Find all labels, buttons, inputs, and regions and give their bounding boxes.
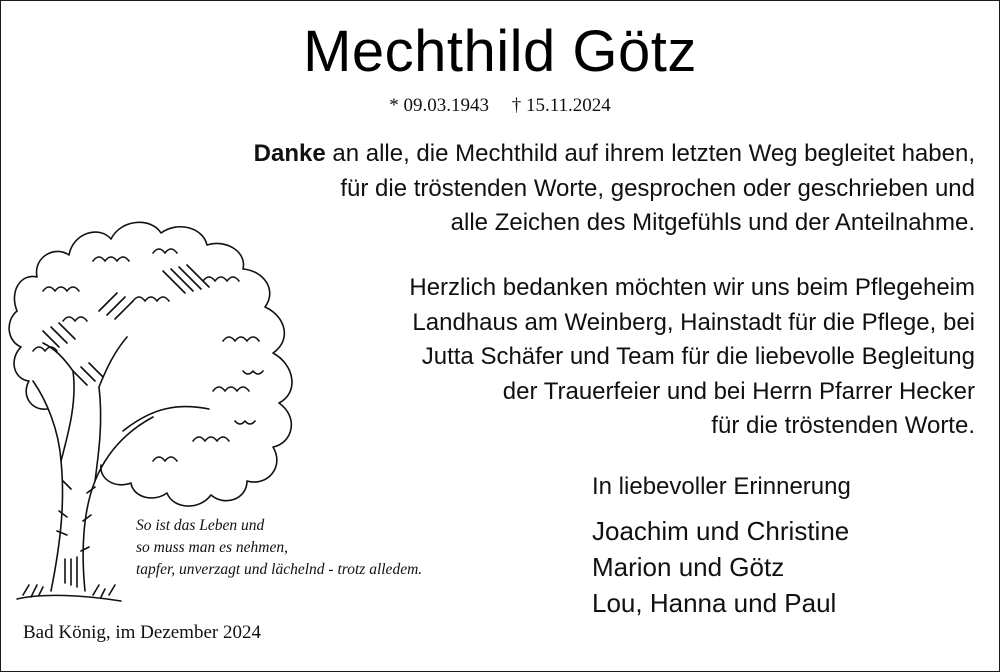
life-dates xyxy=(1,95,999,117)
memory-heading: In liebevoller Erinnerung xyxy=(592,473,851,500)
quote xyxy=(136,515,422,581)
acknowledgement-paragraph xyxy=(275,271,975,444)
quote-line: so muss man es nehmen, xyxy=(136,539,288,556)
thanks-line-1-rest: an alle, die Mechthild auf ihrem letzten Weg begleitet haben, xyxy=(325,140,975,167)
deceased-name: Mechthild Götz xyxy=(303,19,697,84)
acknowledgement-line: der Trauerfeier und bei Herrn Pfarrer Hecker xyxy=(502,377,975,405)
thanks-lead-word: Danke xyxy=(253,140,326,167)
quote-line: tapfer, unverzagt und lächelnd - trotz alledem. xyxy=(136,561,423,578)
place-date: Bad König, im Dezember 2024 xyxy=(23,622,261,643)
thanks-line-3: alle Zeichen des Mitgefühls und der Anteilnahme. xyxy=(450,209,975,236)
family-member: Lou, Hanna und Paul xyxy=(592,588,837,618)
acknowledgement-line: Herzlich bedanken möchten wir uns beim Pflegeheim xyxy=(409,274,975,301)
family-list xyxy=(592,513,849,621)
acknowledgement-line: für die tröstenden Worte. xyxy=(711,412,975,439)
acknowledgement-line: Landhaus am Weinberg, Hainstadt für die Pflege, bei xyxy=(412,308,975,336)
quote-line: So ist das Leben und xyxy=(136,517,265,534)
thanks-line-2: für die tröstenden Worte, gesprochen oder geschrieben und xyxy=(340,174,975,202)
birth-date: * 09.03.1943 xyxy=(389,95,489,116)
family-member: Marion und Götz xyxy=(592,552,785,582)
death-date: † 15.11.2024 xyxy=(511,95,611,116)
family-member: Joachim und Christine xyxy=(592,516,850,546)
acknowledgement-line: Jutta Schäfer und Team für die liebevolle Begleitung xyxy=(421,343,975,370)
thanks-line-1 xyxy=(75,137,975,172)
